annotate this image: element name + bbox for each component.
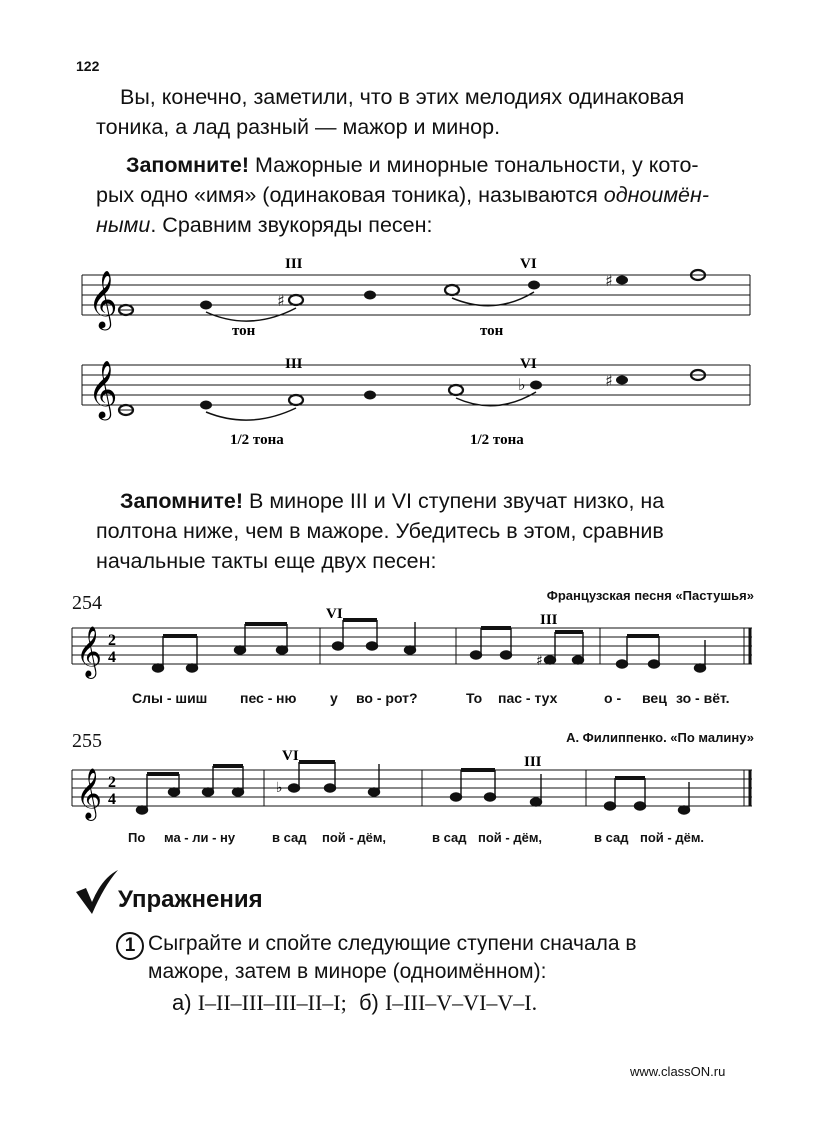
staff-scale-minor	[0, 350, 816, 450]
lyric-syllable: вец	[642, 690, 667, 706]
paragraph-text: Мажорные и минорные тональности, у кото-	[249, 153, 699, 177]
svg-text:♯: ♯	[277, 291, 285, 310]
answer-sequence: I–III–V–VI–V–I.	[384, 990, 538, 1015]
paragraph-line	[96, 150, 756, 180]
lyric-syllable: в сад	[594, 830, 629, 845]
time-signature-bottom: 4	[108, 649, 116, 666]
treble-clef-icon: 𝄞	[88, 270, 118, 328]
interval-label: 1/2 тона	[470, 432, 524, 448]
treble-clef-icon: 𝄞	[88, 360, 118, 418]
degree-label-iii: III	[524, 754, 542, 770]
lyric-syllable: зо - вёт.	[676, 690, 730, 706]
degree-label-vi: VI	[326, 606, 343, 622]
song-number: 254	[72, 592, 102, 614]
time-signature-top: 2	[108, 774, 116, 791]
term-italic: одноимён-	[603, 183, 710, 207]
song-number: 255	[72, 730, 102, 752]
paragraph-intro	[96, 82, 756, 142]
lyrics-255	[0, 830, 816, 850]
lyric-syllable: у	[330, 690, 338, 706]
degree-label-iii: III	[540, 612, 558, 628]
degree-label-iii: III	[285, 356, 303, 372]
paragraph-line	[96, 180, 756, 210]
interval-label: 1/2 тона	[230, 432, 284, 448]
lyric-syllable: ню	[276, 690, 297, 706]
degree-label-vi: VI	[520, 256, 537, 272]
page-number: 122	[76, 58, 100, 74]
paragraph-remember-2	[96, 486, 756, 576]
treble-clef-icon: 𝄞	[76, 626, 103, 677]
lyric-syllable: ма - ли - ну	[164, 830, 236, 845]
paragraph-line	[96, 486, 756, 516]
degree-label-iii: III	[285, 256, 303, 272]
lyric-syllable: То	[466, 690, 483, 706]
svg-text:♯: ♯	[605, 371, 613, 390]
exercise-text	[148, 930, 748, 986]
answer-prefix: а)	[172, 990, 198, 1015]
paragraph-line: полтона ниже, чем в мажоре. Убедитесь в этом, сравнив	[96, 519, 664, 543]
staff-song-255	[0, 748, 816, 832]
term-italic: ными	[96, 213, 151, 237]
exercises-title: Упражнения	[118, 886, 263, 913]
lyric-syllable: пес -	[240, 690, 273, 706]
lyric-syllable: пас - тух	[498, 690, 558, 706]
paragraph-line	[96, 210, 756, 240]
song-credit: А. Филиппенко. «По малину»	[566, 730, 754, 745]
interval-label: тон	[232, 323, 256, 339]
exercise-number: 1	[116, 932, 144, 960]
time-signature-top: 2	[108, 632, 116, 649]
exercise-line: Сыграйте и спойте следующие ступени сначала в	[148, 932, 637, 955]
time-signature-bottom: 4	[108, 791, 116, 808]
checkmark-icon	[72, 868, 122, 918]
footer-url: www.classON.ru	[630, 1064, 726, 1079]
paragraph-remember-1	[96, 150, 756, 240]
lyric-syllable: о -	[604, 690, 622, 706]
lyric-syllable: в сад	[272, 830, 307, 845]
paragraph-line: тоника, а лад разный — мажор и минор.	[96, 115, 501, 139]
remember-label: Запомните!	[120, 489, 244, 513]
lyric-syllable: пой - дём,	[322, 830, 387, 845]
paragraph-text: . Сравним звукоряды песен:	[150, 213, 433, 237]
svg-text:♭: ♭	[276, 780, 283, 796]
remember-label: Запомните!	[126, 153, 250, 177]
paragraph-text: В миноре III и VI ступени звучат низко, на	[243, 489, 665, 513]
exercise-line: мажоре, затем в миноре (одноимённом):	[148, 960, 547, 983]
staff-scale-major	[0, 240, 816, 340]
staff-song-254	[0, 606, 816, 690]
answer-prefix: б)	[346, 990, 385, 1015]
svg-text:♭: ♭	[518, 375, 526, 394]
answer-sequence: I–II–III–III–II–I;	[197, 990, 347, 1015]
degree-label-vi: VI	[282, 748, 299, 764]
paragraph-text: рых одно «имя» (одинаковая тоника), называются	[96, 183, 604, 207]
svg-text:♯: ♯	[605, 271, 613, 290]
exercise-answers	[172, 990, 537, 1016]
treble-clef-icon: 𝄞	[76, 768, 103, 819]
lyric-syllable: в сад	[432, 830, 467, 845]
lyric-syllable: во - рот?	[356, 690, 418, 706]
paragraph-line: начальные такты еще двух песен:	[96, 549, 437, 573]
interval-label: тон	[480, 323, 504, 339]
degree-label-vi: VI	[520, 356, 537, 372]
lyric-syllable: По	[128, 830, 146, 845]
svg-text:♯: ♯	[536, 653, 543, 669]
song-credit: Французская песня «Пастушья»	[546, 588, 754, 603]
lyrics-254	[0, 690, 816, 710]
lyric-syllable: Слы - шиш	[132, 690, 208, 706]
lyric-syllable: пой - дём,	[478, 830, 543, 845]
lyric-syllable: пой - дём.	[640, 830, 705, 845]
paragraph-line: Вы, конечно, заметили, что в этих мелодиях одинаковая	[120, 85, 685, 109]
